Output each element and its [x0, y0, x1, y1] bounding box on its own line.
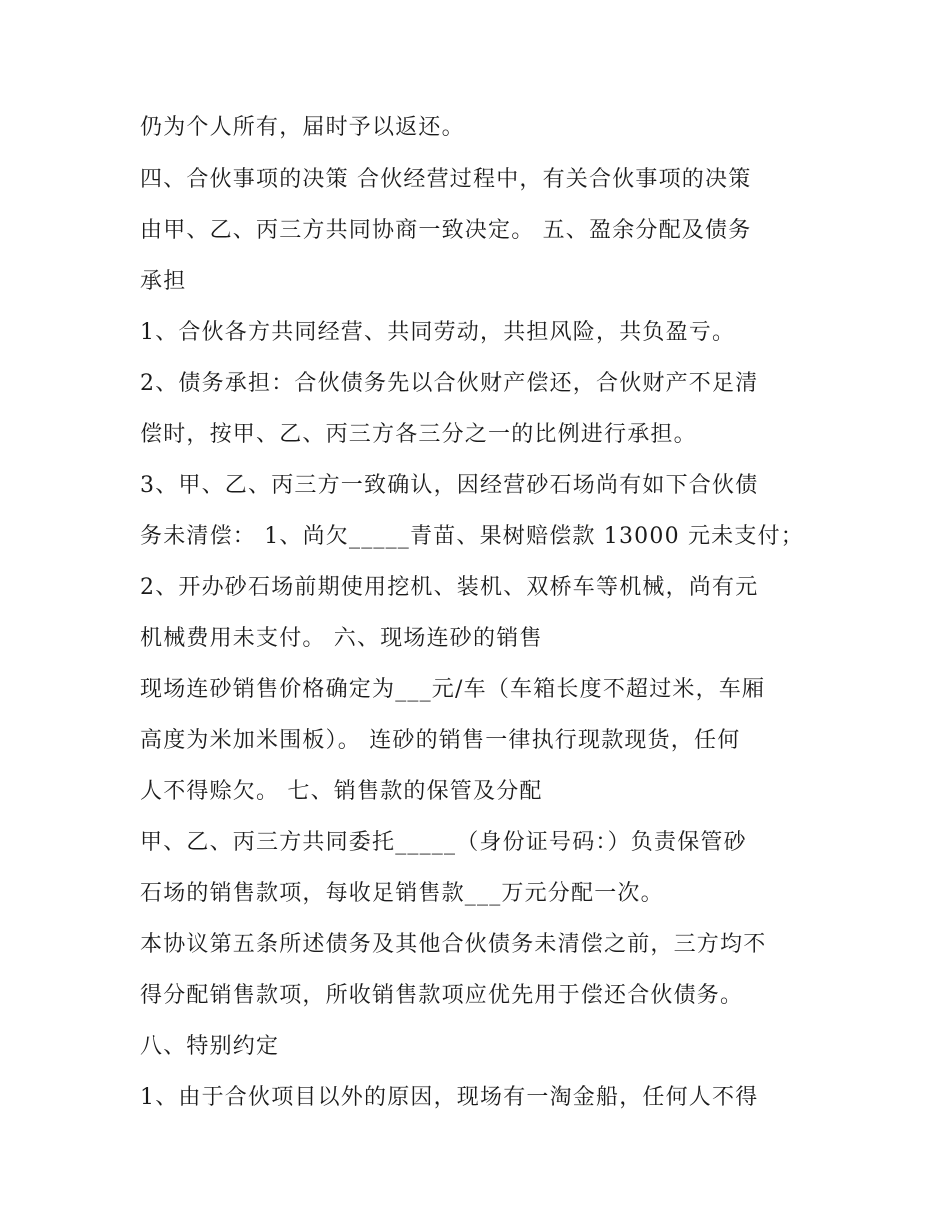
text-line: 2、债务承担：合伙债务先以合伙财产偿还，合伙财产不足清: [140, 371, 759, 396]
text-line: 1、合伙各方共同经营、共同劳动，共担风险，共负盈亏。: [140, 320, 736, 345]
text-line: 承担: [140, 269, 187, 294]
text-line: 现场连砂销售价格确定为___元/车（车箱长度不超过米，车厢: [140, 677, 766, 702]
text-line: 3、甲、乙、丙三方一致确认，因经营砂石场尚有如下合伙债: [140, 473, 759, 498]
text-line: 四、合伙事项的决策 合伙经营过程中，有关合伙事项的决策: [140, 167, 752, 192]
text-line: 人不得赊欠。 七、销售款的保管及分配: [140, 779, 543, 804]
text-line: 八、特别约定: [140, 1034, 280, 1059]
text-line: 石场的销售款项，每收足销售款___万元分配一次。: [140, 881, 664, 906]
text-line: 本协议第五条所述债务及其他合伙债务未清偿之前，三方均不: [140, 932, 767, 957]
text-line: 2、开办砂石场前期使用挖机、装机、双桥车等机械，尚有元: [140, 575, 759, 600]
text-line: 高度为米加米围板）。 连砂的销售一律执行现款现货，任何: [140, 728, 741, 753]
text-line: 务未清偿： 1、尚欠_____青苗、果树赔偿款 13000 元未支付；: [140, 524, 804, 549]
text-line: 得分配销售款项，所收销售款项应优先用于偿还合伙债务。: [140, 983, 744, 1008]
text-line: 机械费用未支付。 六、现场连砂的销售: [140, 626, 543, 651]
text-line: 甲、乙、丙三方共同委托_____（身份证号码：）负责保管砂: [140, 830, 747, 855]
text-line: 1、由于合伙项目以外的原因，现场有一淘金船，任何人不得: [140, 1085, 759, 1110]
text-line: 仍为个人所有，届时予以返还。: [140, 115, 465, 140]
text-line: 由甲、乙、丙三方共同协商一致决定。 五、盈余分配及债务: [140, 218, 752, 243]
text-line: 偿时，按甲、乙、丙三方各三分之一的比例进行承担。: [140, 422, 697, 447]
